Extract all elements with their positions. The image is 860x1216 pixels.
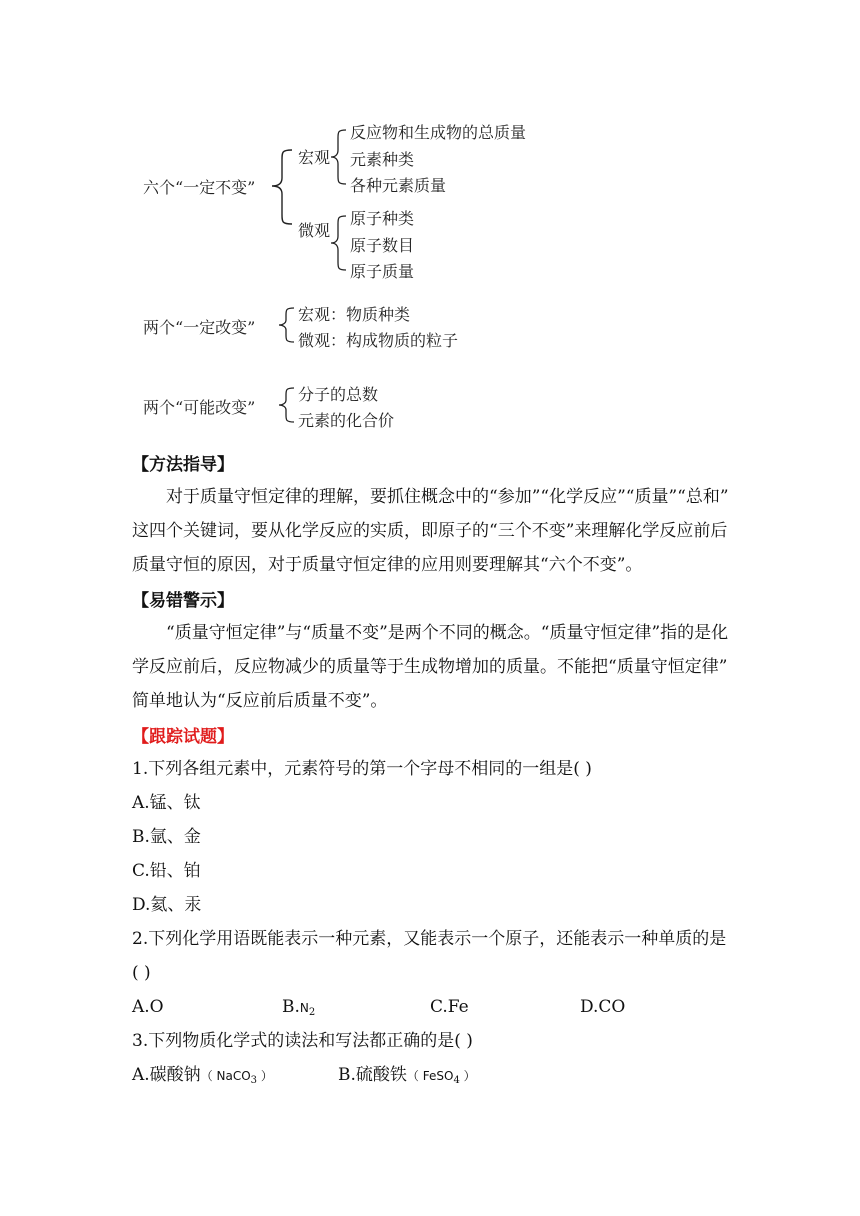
q2-option-b-formula: N bbox=[299, 1001, 309, 1015]
two-change-label: 两个“一定改变” bbox=[143, 318, 256, 337]
method-line: 对于质量守恒定律的理解，要抓住概念中的“参加”“化学反应”“质量”“总和” bbox=[166, 487, 729, 507]
q2-option-a: A.O bbox=[132, 997, 164, 1017]
diagram-brackets bbox=[0, 0, 860, 440]
macro-item: 各种元素质量 bbox=[350, 176, 447, 195]
q2-option-d: D.CO bbox=[580, 997, 626, 1017]
macro-label: 宏观 bbox=[298, 148, 331, 167]
six-constant-label: 六个“一定不变” bbox=[143, 178, 256, 197]
two-maybe-label: 两个“可能改变” bbox=[143, 398, 256, 417]
micro-item: 原子种类 bbox=[350, 209, 415, 228]
macro-item: 元素种类 bbox=[350, 150, 415, 169]
warning-line: 学反应前后，反应物减少的质量等于生成物增加的质量。不能把“质量守恒定律” bbox=[132, 657, 728, 677]
micro-item: 原子质量 bbox=[350, 262, 415, 281]
warning-line: “质量守恒定律”与“质量不变”是两个不同的概念。“质量守恒定律”指的是化 bbox=[166, 623, 729, 643]
micro-item: 原子数目 bbox=[350, 236, 415, 255]
q3-option-b-text: B.硫酸铁 bbox=[338, 1065, 407, 1085]
macro-item: 反应物和生成物的总质量 bbox=[350, 123, 527, 142]
macro-brace bbox=[331, 130, 346, 184]
two-change-item: 微观：构成物质的粒子 bbox=[298, 331, 459, 350]
two-change-brace bbox=[279, 308, 294, 342]
q2-option-c: C.Fe bbox=[430, 997, 469, 1017]
q3-option-a-subscript: 3 bbox=[250, 1075, 258, 1086]
method-line: 这四个关键词，要从化学反应的实质，即原子的“三个不变”来理解化学反应前后 bbox=[132, 521, 728, 541]
q3-option-b-formula: FeSO bbox=[422, 1069, 454, 1083]
method-heading: 【方法指导】 bbox=[132, 455, 234, 475]
q1-option: D.氦、汞 bbox=[132, 895, 202, 915]
q1-option: B.氩、金 bbox=[132, 827, 201, 847]
warning-heading: 【易错警示】 bbox=[132, 591, 234, 611]
q3-option-b-subscript: 4 bbox=[453, 1075, 460, 1086]
two-maybe-item: 分子的总数 bbox=[298, 385, 379, 404]
q2-option-b-prefix: B. bbox=[282, 997, 300, 1017]
q1-option: C.铅、铂 bbox=[132, 861, 201, 881]
method-line: 质量守恒的原因，对于质量守恒定律的应用则要理解其“六个不变”。 bbox=[132, 555, 643, 575]
two-change-item: 宏观：物质种类 bbox=[298, 305, 411, 324]
micro-label: 微观 bbox=[298, 221, 331, 240]
two-maybe-item: 元素的化合价 bbox=[298, 411, 395, 430]
warning-line: 简单地认为“反应前后质量不变”。 bbox=[132, 691, 388, 711]
q2-stem-cont: ( ) bbox=[132, 963, 151, 983]
q2-stem: 2.下列化学用语既能表示一种元素，又能表示一个原子，还能表示一种单质的是 bbox=[132, 929, 727, 949]
q3-option-a-formula: NaCO bbox=[216, 1069, 251, 1083]
q3-option-a-text: A.碳酸钠 bbox=[132, 1065, 201, 1085]
six-constant-brace bbox=[272, 150, 292, 224]
tracking-heading: 【跟踪试题】 bbox=[132, 727, 234, 747]
micro-brace bbox=[331, 216, 346, 270]
two-maybe-brace bbox=[279, 388, 294, 422]
q3-stem: 3.下列物质化学式的读法和写法都正确的是( ) bbox=[132, 1031, 473, 1051]
q3-option-a: A.碳酸钠（ NaCO$_3$ ） bbox=[132, 1065, 273, 1086]
q1-option: A.锰、钛 bbox=[132, 793, 201, 813]
q2-option-b-subscript: 2 bbox=[308, 1007, 316, 1018]
q3-option-b: B.硫酸铁（ FeSO$_4$ ） bbox=[338, 1065, 476, 1086]
conservation-diagram bbox=[0, 0, 860, 440]
q1-stem: 1.下列各组元素中，元素符号的第一个字母不相同的一组是( ) bbox=[132, 759, 592, 779]
